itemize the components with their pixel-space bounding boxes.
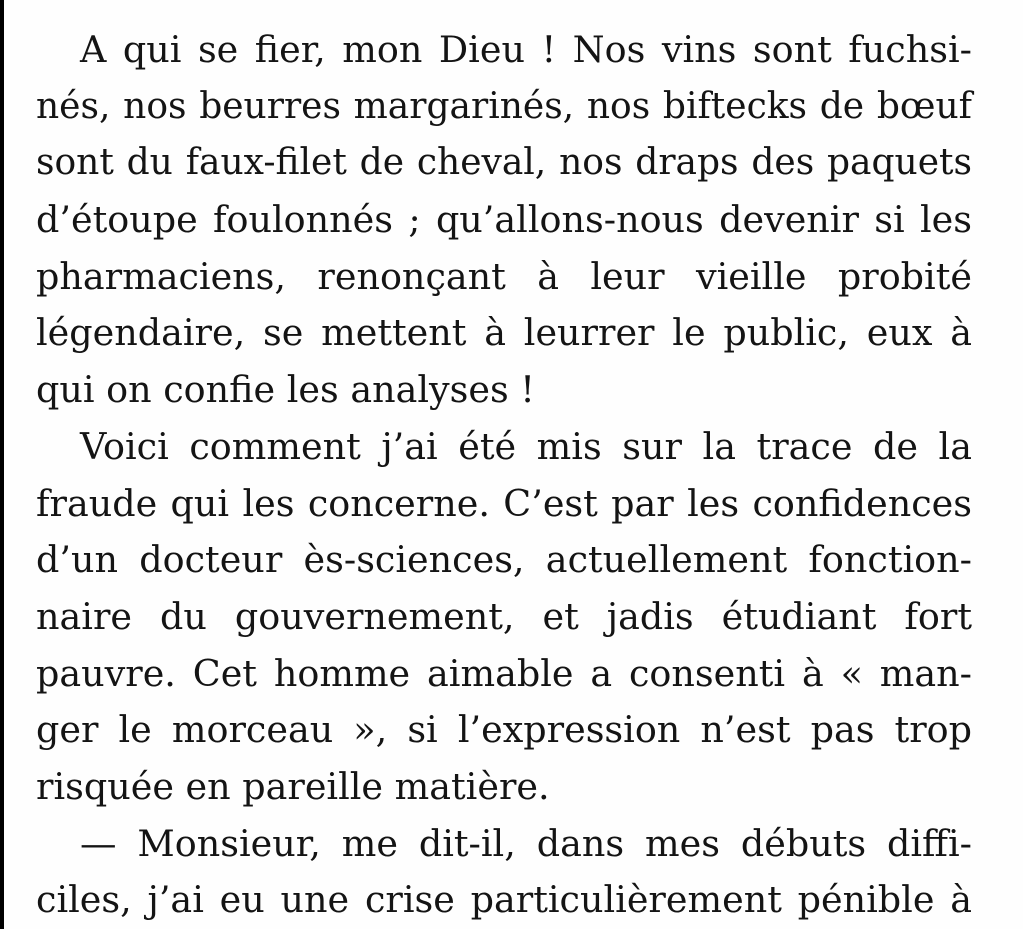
text-line-3: sont du faux-filet de cheval, nos draps des paquets bbox=[36, 142, 972, 184]
text-line-16: ciles, j’ai eu une crise particulièrement pénible à bbox=[36, 878, 972, 922]
text-line-15: — Monsieur, me dit-il, dans mes débuts diffi- bbox=[80, 821, 972, 865]
text-line-7: qui on confie les analyses ! bbox=[36, 368, 535, 412]
text-line-14: risquée en pareille matière. bbox=[36, 764, 550, 808]
text-line-12: pauvre. Cet homme aimable a consenti à « man- bbox=[36, 651, 972, 695]
page-edge-rule bbox=[0, 0, 4, 929]
text-line-4: d’étoupe foulonnés ; qu’allons-nous devenir si les bbox=[36, 198, 972, 242]
text-line-1: A qui se fier, mon Dieu ! Nos vins sont fuchsi- bbox=[80, 28, 972, 71]
text-line-11: naire du gouvernement, et jadis étudiant fort bbox=[36, 594, 972, 638]
text-line-9: fraude qui les concerne. C’est par les confidences bbox=[36, 481, 972, 525]
text-line-5: pharmaciens, renonçant à leur vieille probité bbox=[36, 254, 972, 298]
text-line-10: d’un docteur ès-sciences, actuellement fonction- bbox=[36, 538, 972, 582]
body-text bbox=[36, 22, 972, 929]
text-line-6: légendaire, se mettent à leurrer le public, eux à bbox=[36, 311, 972, 355]
text-line-13: ger le morceau », si l’expression n’est pas trop bbox=[36, 708, 972, 752]
text-line-2: nés, nos beurres margarinés, nos biftecks de bœuf bbox=[36, 85, 972, 127]
text-line-8: Voici comment j’ai été mis sur la trace de la bbox=[80, 424, 972, 468]
